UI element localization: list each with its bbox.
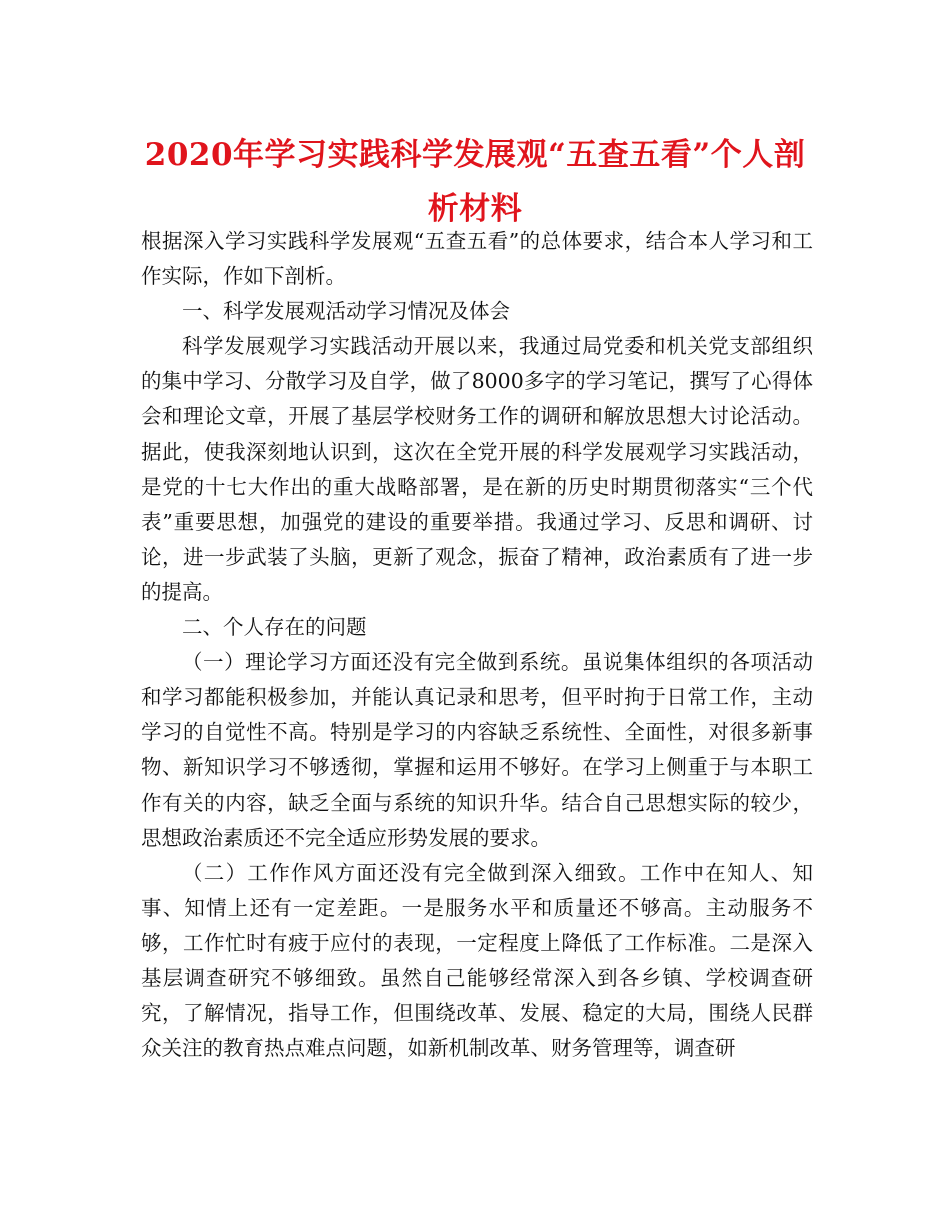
paragraph: （二）工作作风方面还没有完全做到深入细致。工作中在知人、知事、知情上还有一定差距。一是服务水平和质量还不够高。主动服务不够，工作忙时有疲于应付的表现，一定程度上降低了工作标准。二是深入基层调查研究不够细致。虽然自己能够经常深入到各乡镇、学校调查研究，了解情况，指导工作，但围绕改革、发展、稳定的大局，围绕人民群众关注的教育热点难点问题，如新机制改革、财务管理等，调查研 — [141, 860, 813, 1061]
paragraph: 科学发展观学习实践活动开展以来，我通过局党委和机关党支部组织的集中学习、分散学习及自学，做了8000多字的学习笔记，撰写了心得体会和理论文章，开展了基层学校财务工作的调研和解放思想大讨论活动。据此，使我深刻地认识到，这次在全党开展的科学发展观学习实践活动，是党的十七大作出的重大战略部署，是在新的历史时期贯彻落实“三个代表”重要思想，加强党的建设的重要举措。我通过学习、反思和调研、讨论，进一步武装了头脑，更新了观念，振奋了精神，政治素质有了进一步的提高。 — [141, 334, 813, 604]
paragraph: 根据深入学习实践科学发展观“五查五看”的总体要求，结合本人学习和工作实际，作如下剖析。 — [141, 229, 813, 289]
document-body — [141, 224, 813, 1066]
section-heading: 二、个人存在的问题 — [182, 615, 367, 640]
section-heading: 一、科学发展观活动学习情况及体会 — [182, 299, 510, 324]
paragraph: （一）理论学习方面还没有完全做到系统。虽说集体组织的各项活动和学习都能积极参加，并能认真记录和思考，但平时拘于日常工作，主动学习的自觉性不高。特别是学习的内容缺乏系统性、全面性，对很多新事物、新知识学习不够透彻，掌握和运用不够好。在学习上侧重于与本职工作有关的内容，缺乏全面与系统的知识升华。结合自己思想实际的较少，思想政治素质还不完全适应形势发展的要求。 — [141, 650, 813, 850]
document-title: 2020年学习实践科学发展观“五查五看”个人剖析材料 — [144, 137, 806, 227]
